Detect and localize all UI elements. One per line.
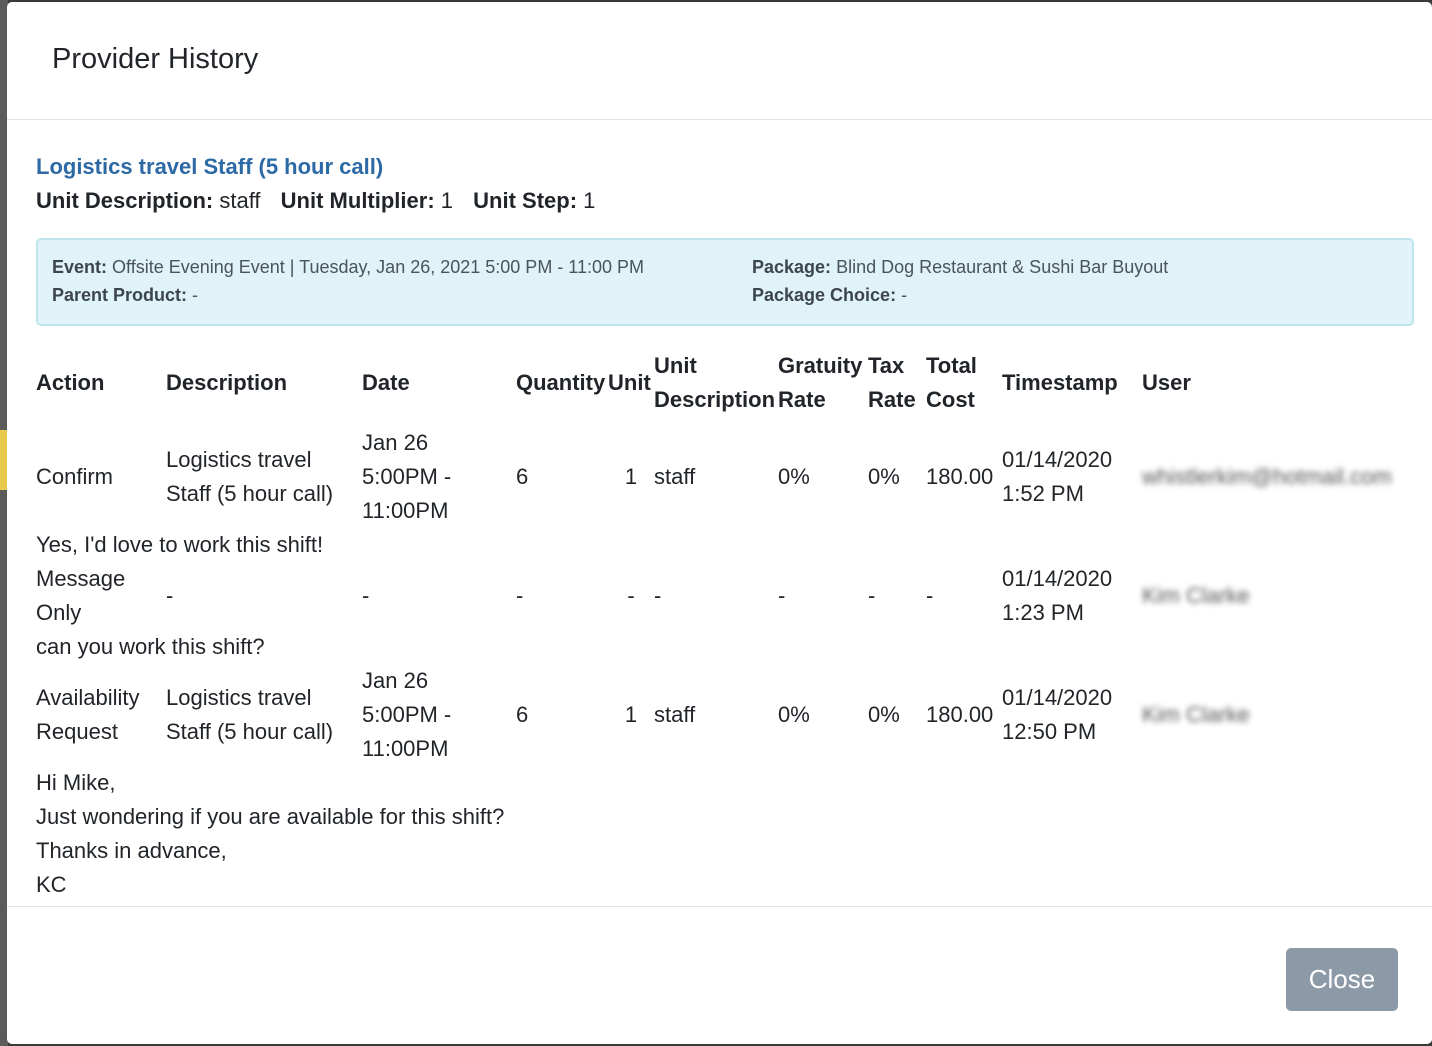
- cell-quantity: 6: [516, 464, 529, 489]
- row-message: Hi Mike, Just wondering if you are available for this shift? Thanks in advance, KC: [36, 770, 505, 897]
- parent-product-info: [52, 281, 198, 309]
- unit-multiplier-value: 1: [440, 188, 454, 213]
- package-value: Blind Dog Restaurant & Sushi Bar Buyout: [836, 257, 1169, 277]
- table-header-row: [36, 340, 1412, 426]
- product-title[interactable]: Logistics travel Staff (5 hour call): [36, 154, 384, 179]
- header-unit: Unit: [608, 370, 651, 395]
- unit-step-value: 1: [583, 188, 596, 213]
- cell-description: Logistics travel Staff (5 hour call): [166, 685, 334, 744]
- header-total-cost: Total Cost: [926, 353, 977, 412]
- close-button[interactable]: Close: [1286, 948, 1398, 1011]
- package-label: Package:: [752, 257, 832, 277]
- header-user: User: [1142, 370, 1191, 395]
- header-unit-description: Unit Description: [654, 353, 776, 412]
- header-date: Date: [362, 370, 410, 395]
- row-message: can you work this shift?: [36, 634, 265, 659]
- header-action: Action: [36, 370, 105, 395]
- parent-product-label: Parent Product:: [52, 285, 188, 305]
- modal-title: Provider History: [52, 43, 259, 75]
- table-row: [36, 426, 1412, 528]
- event-label: Event:: [52, 257, 108, 277]
- message-row: [36, 630, 1412, 664]
- package-choice-label: Package Choice:: [752, 285, 897, 305]
- cell-date: -: [362, 583, 370, 608]
- cell-total: -: [926, 583, 934, 608]
- cell-total: 180.00: [926, 464, 994, 489]
- modal-header: [7, 2, 1432, 120]
- header-timestamp: Timestamp: [1002, 370, 1118, 395]
- package-info: [752, 253, 1168, 281]
- modal-footer: [7, 906, 1432, 1044]
- cell-timestamp: 01/14/2020 1:23 PM: [1002, 566, 1113, 625]
- cell-tax: 0%: [868, 702, 900, 727]
- table-row: [36, 562, 1412, 630]
- package-choice-value: -: [901, 285, 908, 305]
- cell-gratuity: -: [778, 583, 786, 608]
- cell-date: Jan 26 5:00PM - 11:00PM: [362, 668, 452, 761]
- event-value: Offsite Evening Event | Tuesday, Jan 26, 2021 5:00 PM - 11:00 PM: [112, 257, 645, 277]
- message-row: [36, 766, 1412, 902]
- cell-date: Jan 26 5:00PM - 11:00PM: [362, 430, 452, 523]
- header-quantity: Quantity: [516, 370, 606, 395]
- cell-action: Availability Request: [36, 685, 140, 744]
- package-choice-info: [752, 281, 907, 309]
- message-row: [36, 528, 1412, 562]
- table-row: [36, 664, 1412, 766]
- user-email: whistlerkim@hotmail.com: [1142, 464, 1392, 489]
- cell-quantity: 6: [516, 702, 529, 727]
- provider-history-modal: [7, 2, 1432, 1044]
- cell-action: Message Only: [36, 566, 126, 625]
- cell-user: [1142, 562, 1412, 630]
- user-name: Kim Clarke: [1142, 583, 1250, 608]
- cell-quantity: -: [516, 583, 524, 608]
- cell-gratuity: 0%: [778, 464, 810, 489]
- header-gratuity-rate: Gratuity Rate: [778, 353, 863, 412]
- cell-unit: -: [627, 583, 635, 608]
- header-tax-rate: Tax Rate: [868, 353, 916, 412]
- unit-description-label: Unit Description:: [36, 188, 214, 213]
- unit-description-value: staff: [219, 188, 261, 213]
- cell-total: 180.00: [926, 702, 994, 727]
- unit-step-label: Unit Step:: [473, 188, 578, 213]
- row-message: Yes, I'd love to work this shift!: [36, 532, 324, 557]
- event-info-box: [36, 238, 1414, 326]
- cell-unit: 1: [624, 702, 638, 727]
- header-description: Description: [166, 370, 288, 395]
- event-info: [52, 253, 644, 281]
- user-name: Kim Clarke: [1142, 702, 1250, 727]
- cell-unit-description: staff: [654, 702, 696, 727]
- cell-timestamp: 01/14/2020 1:52 PM: [1002, 447, 1113, 506]
- unit-multiplier-label: Unit Multiplier:: [280, 188, 435, 213]
- cell-unit-description: -: [654, 583, 662, 608]
- cell-description: -: [166, 583, 174, 608]
- unit-info-line: [36, 184, 1414, 218]
- cell-tax: -: [868, 583, 876, 608]
- cell-description: Logistics travel Staff (5 hour call): [166, 447, 334, 506]
- cell-timestamp: 01/14/2020 12:50 PM: [1002, 685, 1113, 744]
- cell-unit: 1: [624, 464, 638, 489]
- parent-product-value: -: [192, 285, 199, 305]
- modal-body: [7, 120, 1432, 902]
- history-table: [36, 340, 1412, 902]
- cell-user: [1142, 426, 1412, 528]
- cell-user: [1142, 664, 1412, 766]
- cell-action: Confirm: [36, 464, 114, 489]
- cell-tax: 0%: [868, 464, 900, 489]
- cell-gratuity: 0%: [778, 702, 810, 727]
- cell-unit-description: staff: [654, 464, 696, 489]
